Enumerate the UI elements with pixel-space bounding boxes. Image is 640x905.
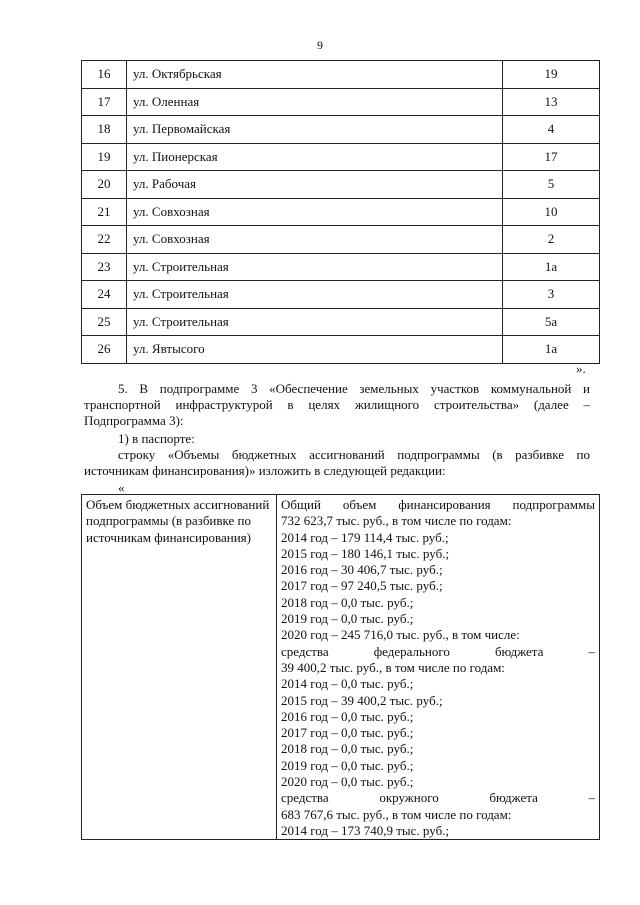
house-number: 3 (503, 281, 600, 309)
word: федерального (373, 643, 450, 659)
row-number: 22 (82, 226, 127, 254)
row-number: 17 (82, 88, 127, 116)
district-line-2: 683 767,6 тыс. руб., в том числе по годам: (281, 806, 512, 822)
word: бюджета (489, 790, 538, 806)
table-row (82, 116, 600, 144)
street-name: ул. Строительная (127, 281, 503, 309)
street-name: ул. Строительная (127, 308, 503, 336)
table-row (82, 61, 600, 89)
house-number: 1а (503, 336, 600, 364)
table-row (82, 88, 600, 116)
word: финансирования (398, 497, 491, 512)
year-2017: 2017 год – 97 240,5 тыс. руб.; (281, 578, 443, 594)
row-number: 24 (82, 281, 127, 309)
total-line-2: 732 623,7 тыс. руб., в том числе по годам: (281, 513, 512, 529)
year-2016: 2016 год – 30 406,7 тыс. руб.; (281, 562, 443, 578)
word: – (588, 643, 595, 659)
word: бюджета (494, 643, 544, 659)
opening-quote: « (118, 480, 125, 495)
word: средства (281, 643, 329, 659)
row-number: 21 (82, 198, 127, 226)
total-line-1 (281, 497, 595, 513)
year-2019: 2019 год – 0,0 тыс. руб.; (281, 611, 414, 627)
item-1-passport: 1) в паспорте: (118, 431, 195, 446)
house-number: 5а (503, 308, 600, 336)
streets-table (81, 60, 600, 364)
house-number: 4 (503, 116, 600, 144)
house-number: 13 (503, 88, 600, 116)
year-2014: 2014 год – 179 114,4 тыс. руб.; (281, 529, 449, 545)
house-number: 2 (503, 226, 600, 254)
year-2018: 2018 год – 0,0 тыс. руб.; (281, 594, 414, 610)
table-row (82, 171, 600, 199)
word: средства (281, 790, 329, 806)
closing-quote: ». (576, 361, 586, 376)
street-name: ул. Первомайская (127, 116, 503, 144)
house-number: 17 (503, 143, 600, 171)
row-number: 25 (82, 308, 127, 336)
street-name: ул. Пионерская (127, 143, 503, 171)
year-2020: 2020 год – 245 716,0 тыс. руб., в том числе: (281, 627, 520, 643)
federal-2019: 2019 год – 0,0 тыс. руб.; (281, 757, 414, 773)
federal-2016: 2016 год – 0,0 тыс. руб.; (281, 708, 414, 724)
district-line-1 (281, 790, 595, 806)
word: объем (342, 497, 377, 512)
word: окружного (379, 790, 439, 806)
passport-table (81, 494, 600, 840)
paragraph-5: 5. В подпрограмме 3 «Обеспечение земельных участков коммунальной и транспортной инфраструктурой в целях жилищного строительства» (далее – Подпрограмма 3): (84, 381, 590, 428)
row-number: 20 (82, 171, 127, 199)
federal-2014: 2014 год – 0,0 тыс. руб.; (281, 676, 414, 692)
paragraph-row-replacement: строку «Объемы бюджетных ассигнований подпрограммы (в разбивке по источникам финансирования)» изложить в следующей редакции: (84, 447, 590, 478)
table-row (82, 336, 600, 364)
row-number: 23 (82, 253, 127, 281)
house-number: 10 (503, 198, 600, 226)
house-number: 5 (503, 171, 600, 199)
street-name: ул. Совхозная (127, 226, 503, 254)
federal-2020: 2020 год – 0,0 тыс. руб.; (281, 774, 414, 790)
row-number: 18 (82, 116, 127, 144)
table-row (82, 143, 600, 171)
street-name: ул. Явтысого (127, 336, 503, 364)
table-row (82, 253, 600, 281)
federal-line-1 (281, 644, 595, 660)
year-2015: 2015 год – 180 146,1 тыс. руб.; (281, 545, 450, 561)
table-row (82, 226, 600, 254)
row-number: 26 (82, 336, 127, 364)
federal-line-2: 39 400,2 тыс. руб., в том числе по годам: (281, 659, 505, 675)
street-name: ул. Оленная (127, 88, 503, 116)
street-name: ул. Совхозная (127, 198, 503, 226)
street-name: ул. Строительная (127, 253, 503, 281)
table-row (82, 308, 600, 336)
house-number: 1а (503, 253, 600, 281)
row-number: 19 (82, 143, 127, 171)
house-number: 19 (503, 61, 600, 89)
table-row (82, 281, 600, 309)
page-number: 9 (317, 38, 323, 52)
row-number: 16 (82, 61, 127, 89)
table-row (82, 198, 600, 226)
passport-value-cell (277, 495, 600, 840)
federal-2018: 2018 год – 0,0 тыс. руб.; (281, 741, 414, 757)
word: Общий (281, 497, 321, 512)
word: подпрограммы (512, 497, 595, 512)
federal-2017: 2017 год – 0,0 тыс. руб.; (281, 725, 414, 741)
street-name: ул. Рабочая (127, 171, 503, 199)
passport-label-cell: Объем бюджетных ассигнований подпрограммы (в разбивке по источникам финансирования) (82, 495, 277, 840)
federal-2015: 2015 год – 39 400,2 тыс. руб.; (281, 692, 443, 708)
word: – (588, 790, 595, 806)
street-name: ул. Октябрьская (127, 61, 503, 89)
district-2014: 2014 год – 173 740,9 тыс. руб.; (281, 822, 450, 838)
